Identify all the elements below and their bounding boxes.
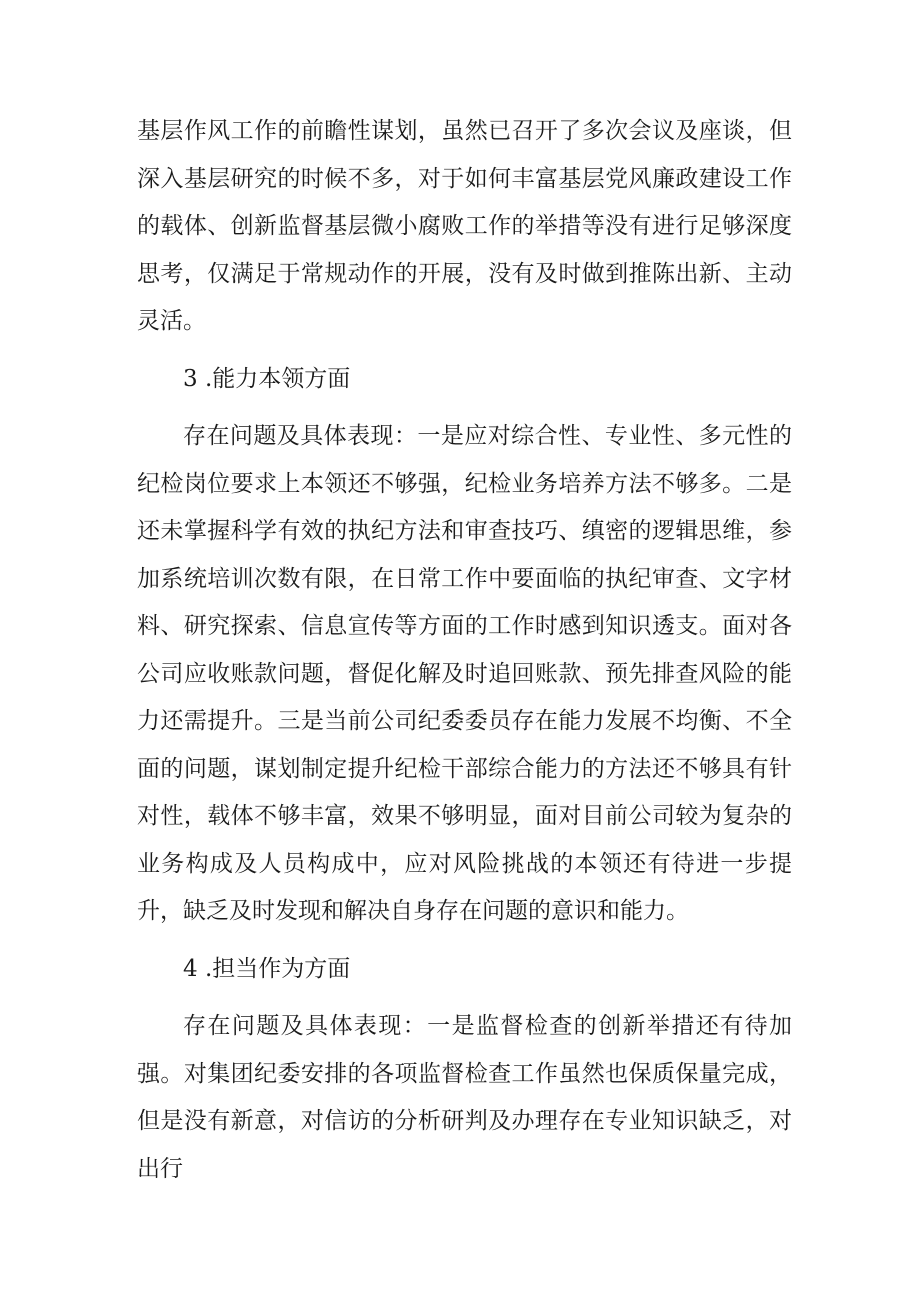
section-heading-responsibility: 4 .担当作为方面 bbox=[183, 955, 351, 982]
paragraph-ability-issues: 存在问题及具体表现：一是应对综合性、专业性、多元性的纪检岗位要求上本领还不够强，纪检业务培养方法不够多。二是还未掌握科学有效的执纪方法和审查技巧、缜密的逻辑思维，参加系统培训次数有限，在日常工作中要面临的执纪审查、文字材料、研究探索、信息宣传等方面的工作时感到知识透支。面对各公司应收账款问题，督促化解及时追回账款、预先排查风险的能力还需提升。三是当前公司纪委委员存在能力发展不均衡、不全面的问题，谋划制定提升纪检干部综合能力的方法还不够具有针对性，载体不够丰富，效果不够明显，面对目前公司较为复杂的业务构成及人员构成中，应对风险挑战的本领还有待进一步提升，缺乏及时发现和解决自身存在问题的意识和能力。 bbox=[137, 423, 792, 924]
document-body bbox=[137, 108, 792, 1193]
section-heading-ability: 3 .能力本领方面 bbox=[183, 365, 351, 392]
paragraph-continued: 基层作风工作的前瞻性谋划，虽然已召开了多次会议及座谈，但深入基层研究的时候不多，对于如何丰富基层党风廉政建设工作的载体、创新监督基层微小腐败工作的举措等没有进行足够深度思考，仅满足于常规动作的开展，没有及时做到推陈出新、主动灵活。 bbox=[137, 118, 792, 334]
paragraph-responsibility-issues: 存在问题及具体表现：一是监督检查的创新举措还有待加强。对集团纪委安排的各项监督检查工作虽然也保质保量完成，但是没有新意，对信访的分析研判及办理存在专业知识缺乏，对出行 bbox=[137, 1013, 792, 1182]
